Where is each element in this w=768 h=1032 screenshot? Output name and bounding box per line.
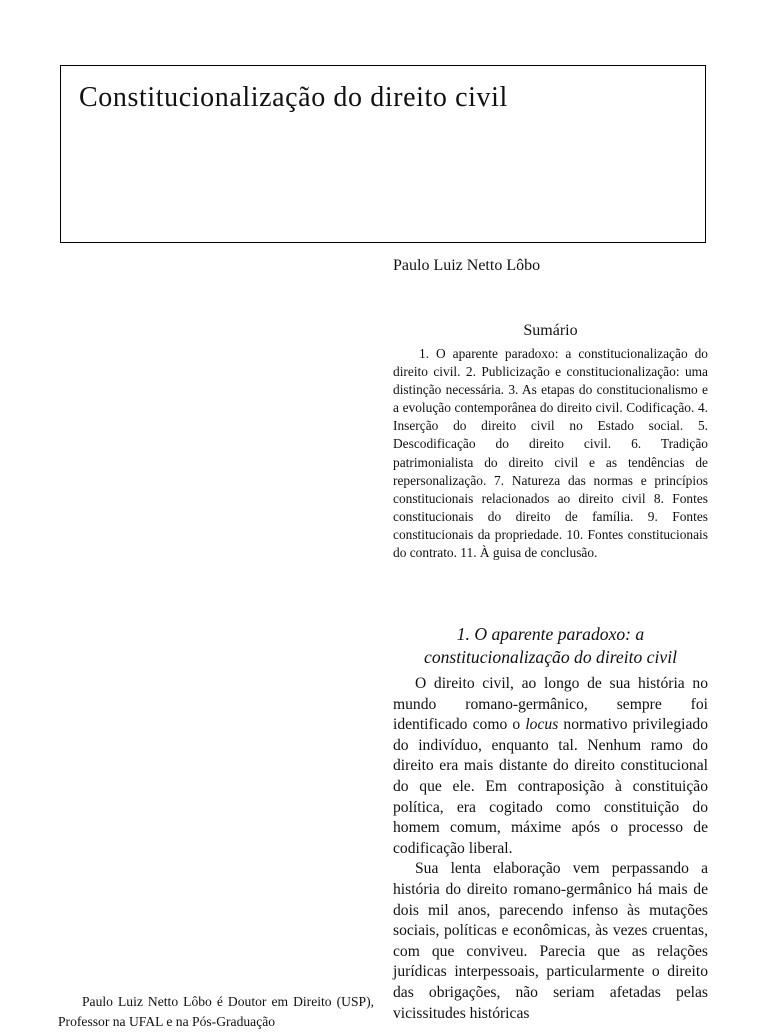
section-heading: [393, 623, 708, 669]
body-text: [393, 674, 708, 1024]
article-title: Constitucionalização do direito civil: [79, 82, 508, 113]
author-name: Paulo Luiz Netto Lôbo: [393, 257, 541, 274]
paragraph-1-italic: locus: [525, 716, 559, 734]
author-footnote: Paulo Luiz Netto Lôbo é Doutor em Direito (USP), Professor na UFAL e na Pós-Graduação: [58, 994, 374, 1029]
paragraph-1: [393, 674, 708, 859]
section-heading-line2: constitucionalização do direito civil: [424, 647, 677, 667]
paragraph-1-end: normativo privilegiado do indivíduo, enquanto tal. Nenhum ramo do direito era mais distante do direito constitucional do que ele. Em contraposição à constituição política, era cogitado como constituição do homem comum, máxime após o processo de codificação liberal.: [393, 716, 708, 857]
summary-text: 1. O aparente paradoxo: a constitucionalização do direito civil. 2. Publicização e constitucionalização: uma distinção necessária. 3. As etapas do constitucionalismo e a evolução contemporânea do direito civil. Codificação. 4. Inserção do direito civil no Estado social. 5. Descodificação do direito civil. 6. Tradição patrimonialista do direito civil e as tendências de repersonalização. 7. Natureza das normas e princípios constitucionais relacionados ao direito civil 8. Fontes constitucionais do direito de família. 9. Fontes constitucionais da propriedade. 10. Fontes constitucionais do contrato. 11. À guisa de conclusão.: [393, 346, 708, 561]
paragraph-2: Sua lenta elaboração vem perpassando a história do direito romano-germânico há mais de dois mil anos, parecendo infenso às mutações sociais, políticas e econômicas, às vezes cruentas, com que conviveu. Parecia que as relações jurídicas interpessoais, particularmente o direito das obrigações, não seriam afetadas pelas vicissitudes históricas: [393, 860, 708, 1022]
summary-heading: Sumário: [523, 322, 578, 339]
section-heading-line1: 1. O aparente paradoxo: a: [456, 624, 645, 644]
title-box: [60, 65, 706, 243]
paragraph-1-start: O direito civil, ao longo de sua história no mundo romano-germânico, sempre foi identificado como o: [393, 675, 708, 734]
